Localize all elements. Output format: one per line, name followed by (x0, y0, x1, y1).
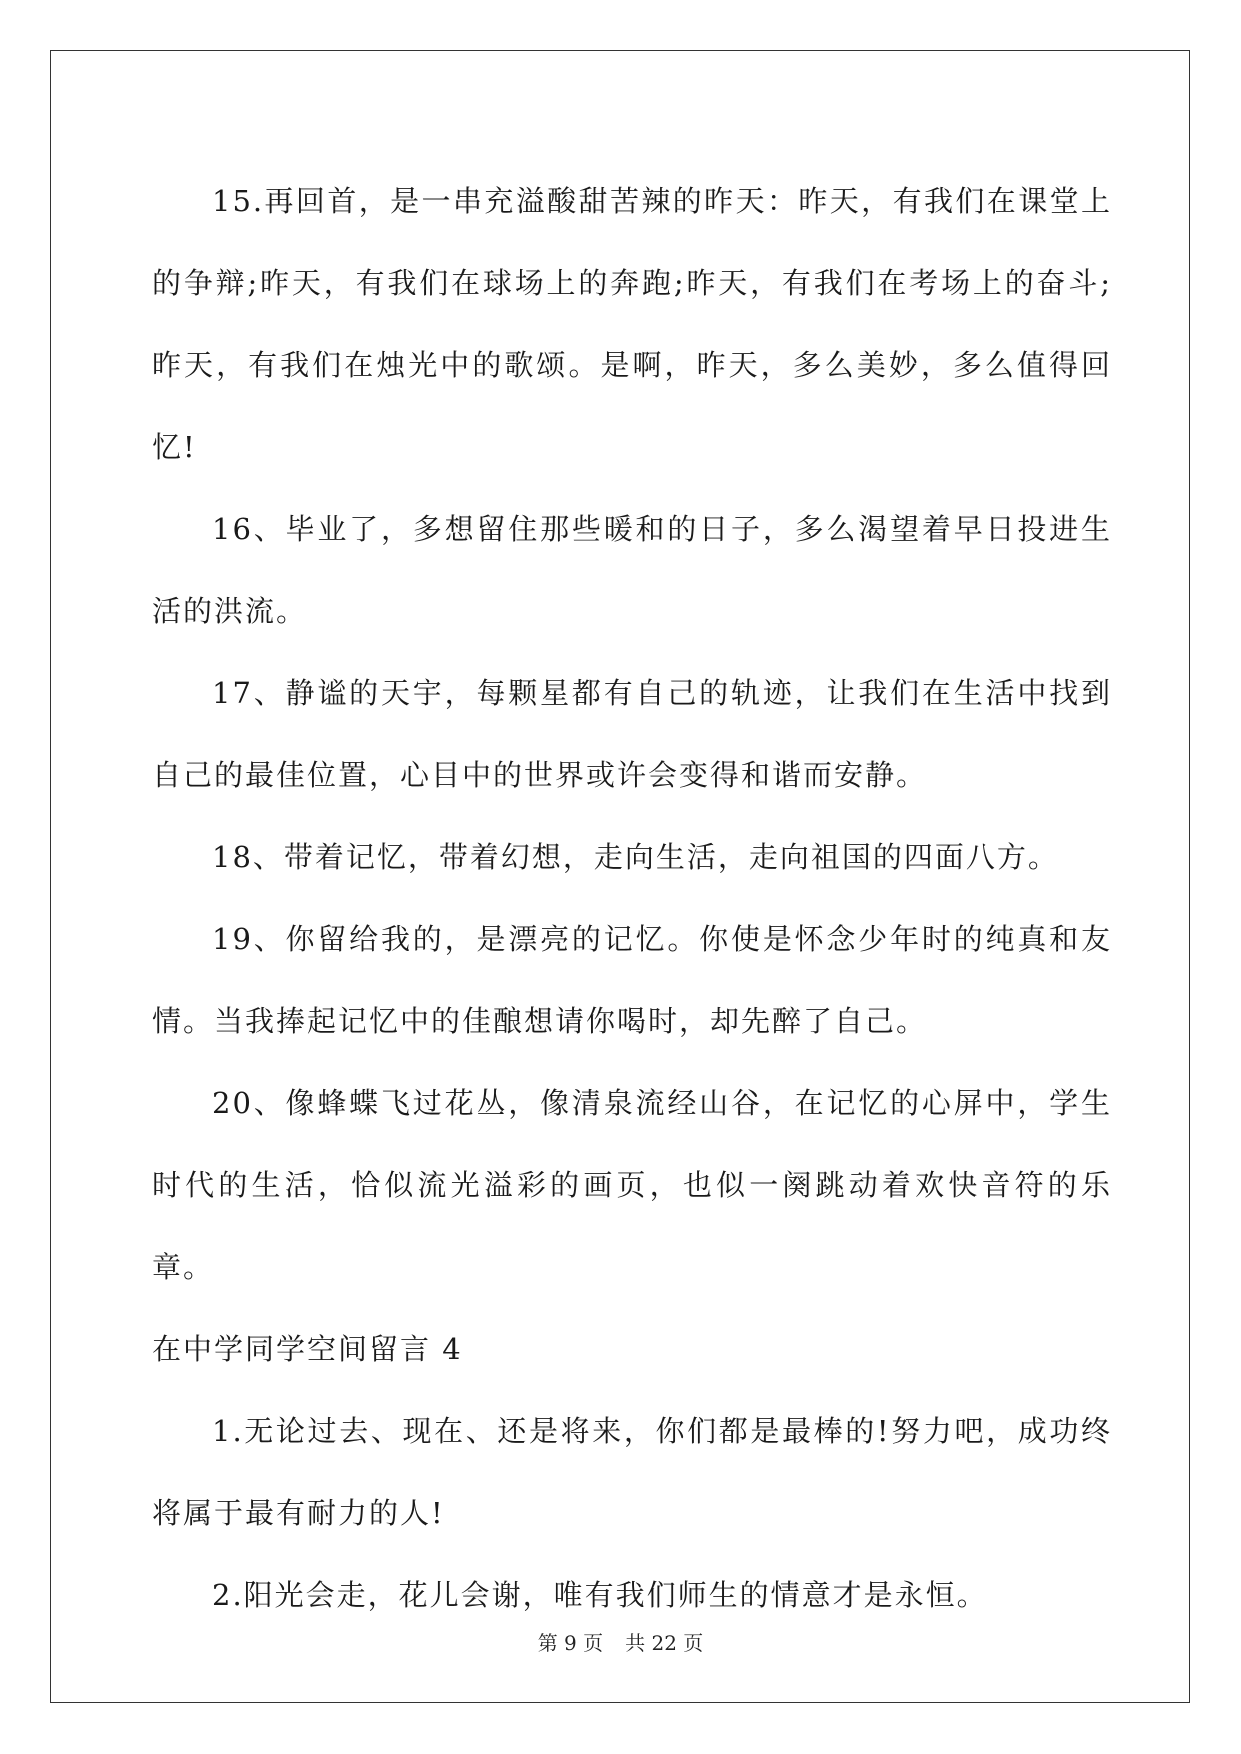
page-number: 第 9 页 (537, 1631, 604, 1655)
paragraph-1: 1.无论过去、现在、还是将来，你们都是最棒的!努力吧，成功终将属于最有耐力的人! (152, 1414, 1112, 1530)
paragraph-18: 18、带着记忆，带着幻想，走向生活，走向祖国的四面八方。 (212, 840, 1059, 874)
page-footer (0, 1627, 1241, 1656)
total-pages: 共 22 页 (625, 1631, 704, 1655)
paragraph-17: 17、静谧的天宇，每颗星都有自己的轨迹，让我们在生活中找到自己的最佳位置，心目中的世界或许会变得和谐而安静。 (152, 676, 1112, 792)
paragraph-15: 15.再回首，是一串充溢酸甜苦辣的昨天：昨天，有我们在课堂上的争辩;昨天，有我们在球场上的奔跑;昨天，有我们在考场上的奋斗;昨天，有我们在烛光中的歌颂。是啊，昨天，多么美妙，多么值得回忆! (152, 184, 1112, 464)
section-heading: 在中学同学空间留言 4 (152, 1332, 463, 1366)
document-body (152, 160, 1112, 1636)
paragraph-19: 19、你留给我的，是漂亮的记忆。你使是怀念少年时的纯真和友情。当我捧起记忆中的佳酿想请你喝时，却先醉了自己。 (152, 922, 1112, 1038)
paragraph-2: 2.阳光会走，花儿会谢，唯有我们师生的情意才是永恒。 (212, 1578, 988, 1612)
paragraph-16: 16、毕业了，多想留住那些暖和的日子，多么渴望着早日投进生活的洪流。 (152, 512, 1112, 628)
paragraph-20: 20、像蜂蝶飞过花丛，像清泉流经山谷，在记忆的心屏中，学生时代的生活，恰似流光溢彩的画页，也似一阕跳动着欢快音符的乐章。 (152, 1086, 1112, 1284)
